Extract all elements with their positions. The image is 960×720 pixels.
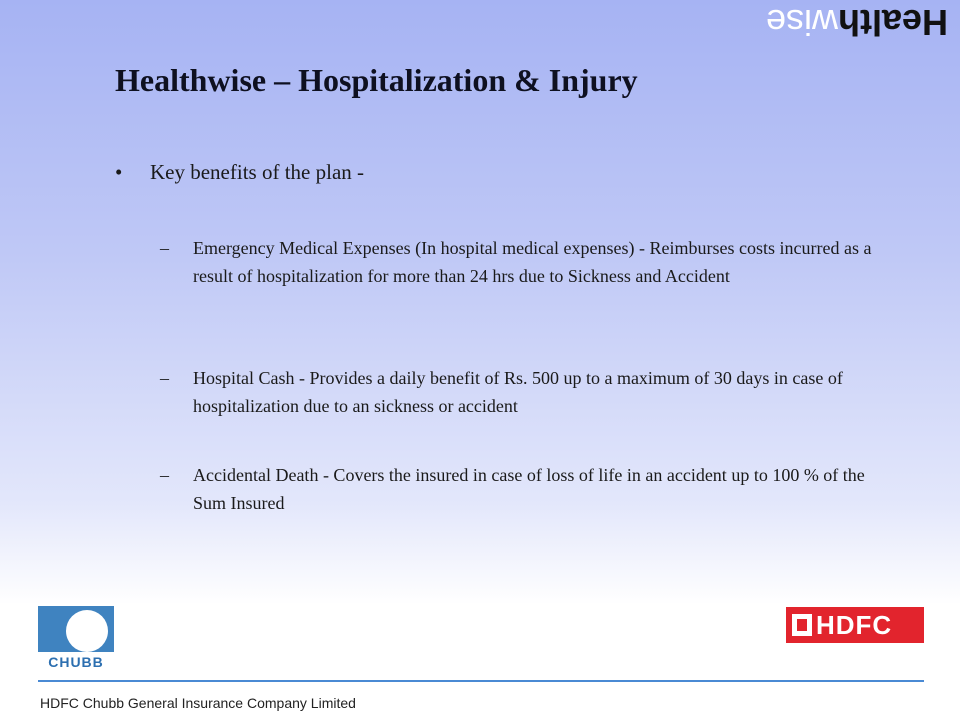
dash-marker: – [160, 238, 169, 258]
hdfc-logo-text: HDFC [816, 610, 893, 640]
dash-marker: – [160, 465, 169, 485]
hdfc-logo [786, 607, 924, 643]
benefit-text: Emergency Medical Expenses (In hospital medical expenses) - Reimburses costs incurred as a result of hospitalization for more than 24 hrs due to Sickness and Accident [193, 238, 872, 286]
dash-marker: – [160, 368, 169, 388]
healthwise-brand-mark [728, 0, 948, 44]
bullet-text: Key benefits of the plan - [150, 160, 365, 184]
footer-divider [38, 680, 924, 682]
company-name: HDFC Chubb General Insurance Company Limited [40, 695, 356, 711]
brand-word-health: Health [837, 2, 948, 43]
benefit-text: Hospital Cash - Provides a daily benefit of Rs. 500 up to a maximum of 30 days in case of hospitalization due to an sickness or accident [193, 368, 843, 416]
chubb-logo-circle [66, 610, 108, 652]
benefit-text: Accidental Death - Covers the insured in case of loss of life in an accident up to 100 % of the Sum Insured [193, 465, 865, 513]
chubb-logo [38, 606, 114, 672]
bullet-marker: • [115, 160, 123, 184]
slide-title: Healthwise – Hospitalization & Injury [115, 62, 638, 98]
brand-word-wise: wise [765, 2, 838, 43]
hdfc-logo-mark-icon [792, 614, 812, 636]
chubb-logo-text: CHUBB [48, 654, 104, 670]
